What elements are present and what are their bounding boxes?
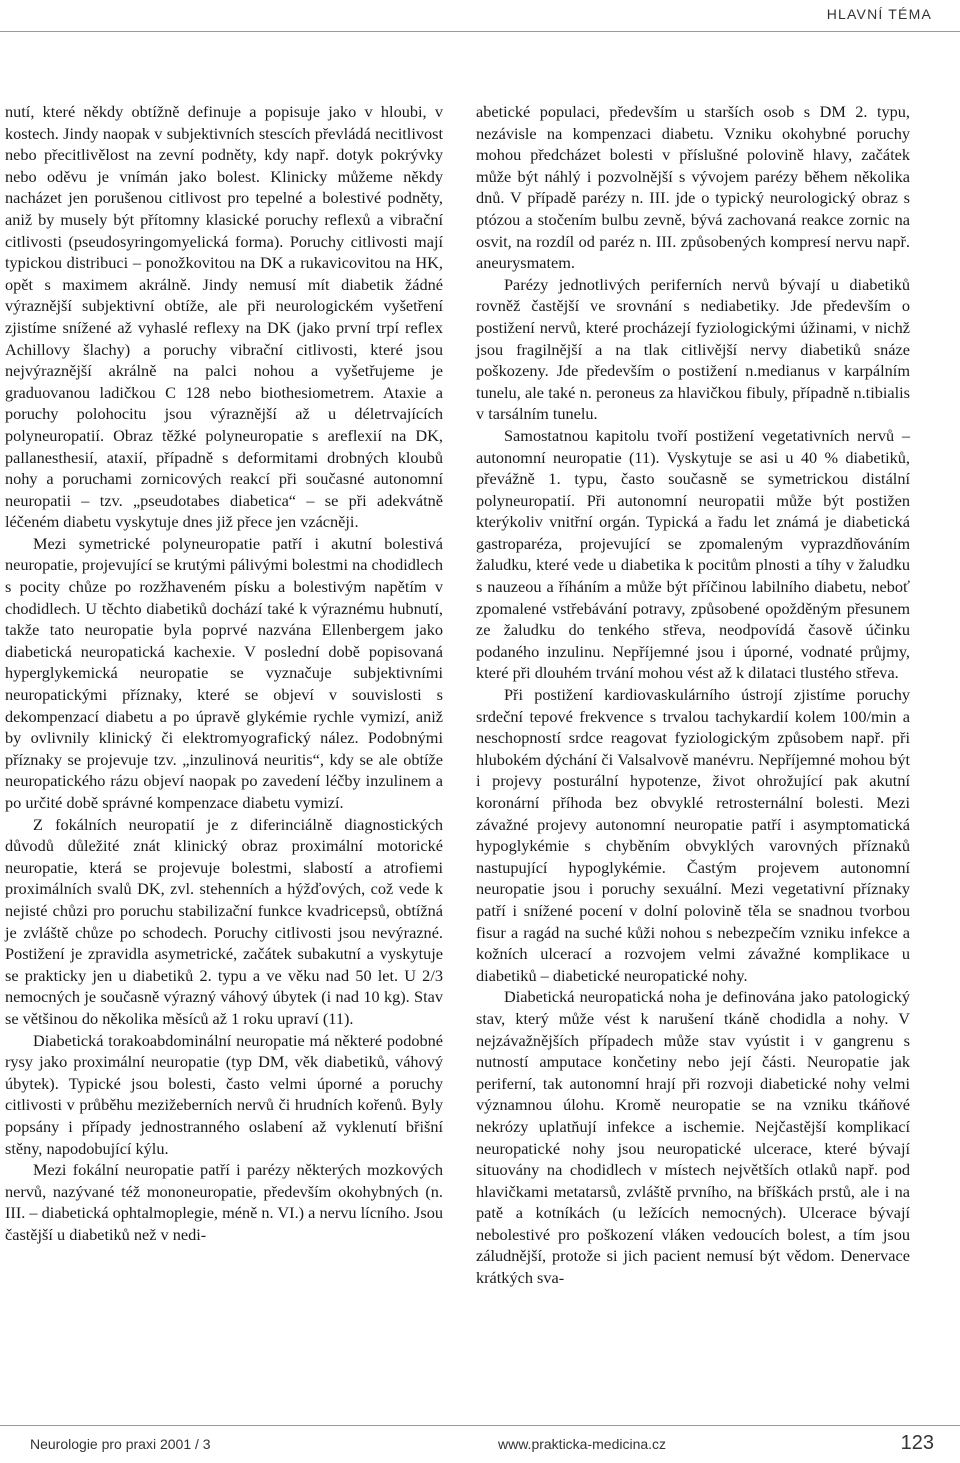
paragraph: Mezi symetrické polyneuropatie patří i akutní bolestivá neuropatie, projevující se krutými pálivými bolestmi na chodidlech s pocity chůze po rozžhaveném písku a bolestivým napětím v chodidlech. U těchto diabetiků dochází také k výraznému hubnutí, takže tato neuropatie byla poprvé nazvána Ellenbergem jako diabetická neuropatická kachexie. V poslední době popisovaná hyperglykemická neuropatie se vyznačuje subjektivními neuropatickými příznaky, které se objeví v souvislosti s dekompenzací diabetu a po úpravě glykémie rychle vymizí, aniž by ovlivnily klinický či elektromyografický nález. Podobnými příznaky se projevuje tzv. „inzulinová neuritis“, kdy se ale obtíže neuropatického rázu objeví naopak po zavedení léčby inzulinem a po určité době správné kompenzace diabetu vymizí. — [5, 533, 443, 812]
paragraph: Mezi fokální neuropatie patří i parézy některých mozkových nervů, nazývané též mononeuropatie, především okohybných (n. III. – diabetická ophtalmoplegie, méně n. VI.) a nervu lícního. Jsou častější u diabetiků než v nedi- — [5, 1160, 443, 1244]
footer-journal: Neurologie pro praxi 2001 / 3 — [30, 1436, 211, 1452]
footer-rule — [0, 1425, 960, 1426]
paragraph: Parézy jednotlivých periferních nervů bývají u diabetiků rovněž častější ve srovnání s nediabetiky. Jde především o postižení nervů, které procházejí fyziologickými úžinami, v nichž jsou fragilnější a na tlak citlivější nervy diabetiků snáze poškozeny. Jde především o postižení n.medianus v karpálním tunelu, ale také n. peroneus za hlavičkou fibuly, případně n.tibialis v tarsálním tunelu. — [476, 274, 910, 424]
paragraph: Při postižení kardiovaskulárního ústrojí zjistíme poruchy srdeční tepové frekvence s trvalou tachykardií kolem 100/min a neschopností srdce reagovat fyziologickým způsobem např. při hlubokém dýchání či Valsalvově manévru. Nepříjemné mohou být i projevy posturální hypotenze, život ohrožující pak akutní koronární příhoda bez obvyklé retrosternální bolesti. Mezi závažné projevy autonomní neuropatie patří i asymptomatická hypoglykémie s chyběním obvyklých varovných příznaků nastupující hypoglykémie. Častým projevem autonomní neuropatie jsou i poruchy sexuální. Mezi vegetativní příznaky patří i snížené pocení v dolní polovině těla se snadnou tvorbou fisur a ragád na suché kůži nohou s nebezpečím vzniku infekce a kožních ulcerací a rozvojem velmi závažné komplikace u diabetiků – diabetické neuropatické nohy. — [476, 685, 910, 985]
paragraph: abetické populaci, především u starších osob s DM 2. typu, nezávisle na kompenzaci diabetu. Vzniku okohybné poruchy mohou předcházet bolesti v příslušné polovině hlavy, začátek může být náhlý i pozvolnější s vývojem parézy během několika dnů. V případě parézy n. III. jde o typický neurologický obraz s ptózou a stočením bulbu zevně, bývá zachovaná reakce zornic na osvit, na rozdíl od paréz n. III. způsobených kompresí nervu např. aneurysmatem. — [476, 102, 910, 273]
paragraph: Diabetická torakoabdominální neuropatie má některé podobné rysy jako proximální neuropatie (typ DM, věk diabetiků, váhový úbytek). Typické jsou bolesti, často velmi úporné a poruchy citlivosti v průběhu mezižeberních nervů či hrudních kořenů. Byly popsány i případy jednostranného oslabení až vyklenutí břišní stěny, napodobující kýlu. — [5, 1030, 443, 1158]
page-number: 123 — [900, 1432, 934, 1454]
header-rule — [0, 31, 960, 32]
paragraph: nutí, které někdy obtížně definuje a popisuje jako v hloubi, v kostech. Jindy naopak v subjektivních stescích převládá necitlivost nebo přecitlivělost na zevní podněty, kdy např. dotyk pokrývky nebo oděvu je vnímán jako bolest. Klinicky můžeme někdy nacházet jen porušenou citlivost pro tepelné a bolestivé podněty, aniž by musely být přítomny klasické poruchy reflexů a vibrační citlivosti (pseudosyringomyelická forma). Poruchy citlivosti mají typickou distribuci – ponožkovitou na DK a rukavicovitou na HK, opět s maximem akrálně. Jindy nemusí mít diabetik žádné výraznější subjektivní obtíže, ale při neurologickém vyšetření zjistíme snížené až vyhaslé reflexy na DK (jako první trpí reflex Achillovy šlachy) a poruchy vibrační citlivosti, které jsou nejvýraznější akrálně na palci nohou a vyšetřujeme je graduovanou ladičkou C 128 nebo biothesiometrem. Ataxie a poruchy polohocitu jsou výraznější až u déletrvajících polyneuropatií. Obraz těžké polyneuropatie s areflexií na DK, pallanesthesií, ataxií, případně s deformitami drobných kloubů nohy a poruchami zornicových reakcí při současné autonomní neuropatii – tzv. „pseudotabes diabetica“ – se při adekvátně léčeném diabetu vyskytuje dnes již přece jen vzácněji. — [5, 102, 443, 532]
left-column — [5, 101, 443, 1245]
paragraph: Z fokálních neuropatií je z diferinciálně diagnostických důvodů důležité znát klinický obraz proximální motorické neuropatie, která se projevuje bolestmi, slabostí a atrofiemi proximálních svalů DK, zvl. stehenních a hýžďových, což vede k nejisté chůzi pro poruchu stabilizační funkce kvadricepsů, obtížná je zvláště chůze po schodech. Poruchy citlivosti jsou nevýrazné. Postižení je zpravidla asymetrické, začátek subakutní a vyskytuje se prakticky jen u diabetiků 2. typu a ve věku nad 50 let. U 2/3 nemocných je současně výrazný váhový úbytek (i nad 10 kg). Stav se většinou do několika měsíců až 1 roku upraví (11). — [5, 814, 443, 1028]
section-label: HLAVNÍ TÉMA — [826, 6, 932, 22]
paragraph: Diabetická neuropatická noha je definována jako patologický stav, který může vést k narušení tkáně chodidla a nohy. V nejzávažnějších případech může stav vyústit i v gangrenu s nutností amputace končetiny nebo její části. Neuropatie jak periferní, tak autonomní hrají při rozvoji diabetické nohy velmi významnou úlohu. Kromě neuropatie se na vzniku tkáňové nekrózy uplatňují infekce a ischemie. Nejčastější komplikací neuropatické nohy jsou neuropatické ulcerace, které bývají situovány na chodidlech v místech největších otlaků např. pod hlavičkami metatarsů, zvláště prvního, na bříškách prstů, ale i na patě a kotníkách (u ležících nemocných). Ulcerace bývají nebolestivé pro poškození vláken vedoucích bolest, a tím jsou záludnější, protože si jich pacient nemusí být vědom. Denervace krátkých sva- — [476, 987, 910, 1288]
footer-url[interactable]: www.prakticka-medicina.cz — [498, 1436, 667, 1452]
right-column — [476, 101, 910, 1289]
paragraph: Samostatnou kapitolu tvoří postižení vegetativních nervů – autonomní neuropatie (11). Vyskytuje se asi u 40 % diabetiků, převážně 1. typu, často současně se symetrickou distální polyneuropatií. Při autonomní neuropatii může být postižen kterýkoliv vnitřní orgán. Typická a řadu let známá je diabetická gastroparéza, projevující se zpomaleným vyprazdňováním žaludku, které vede u diabetika k pocitům plnosti a tíhy v žaludku s nauzeou a říháním a může být příčinou labilního diabetu, neboť zpomalené vstřebávání potravy, způsobené opožděným přesunem ze žaludku do tenkého střeva, neodpovídá časově účinku podaného inzulinu. Nepříjemné jsou i úporné, vodnaté průjmy, které při dlouhém trvání mohou vést až k dilataci tlustého střeva. — [476, 425, 910, 683]
